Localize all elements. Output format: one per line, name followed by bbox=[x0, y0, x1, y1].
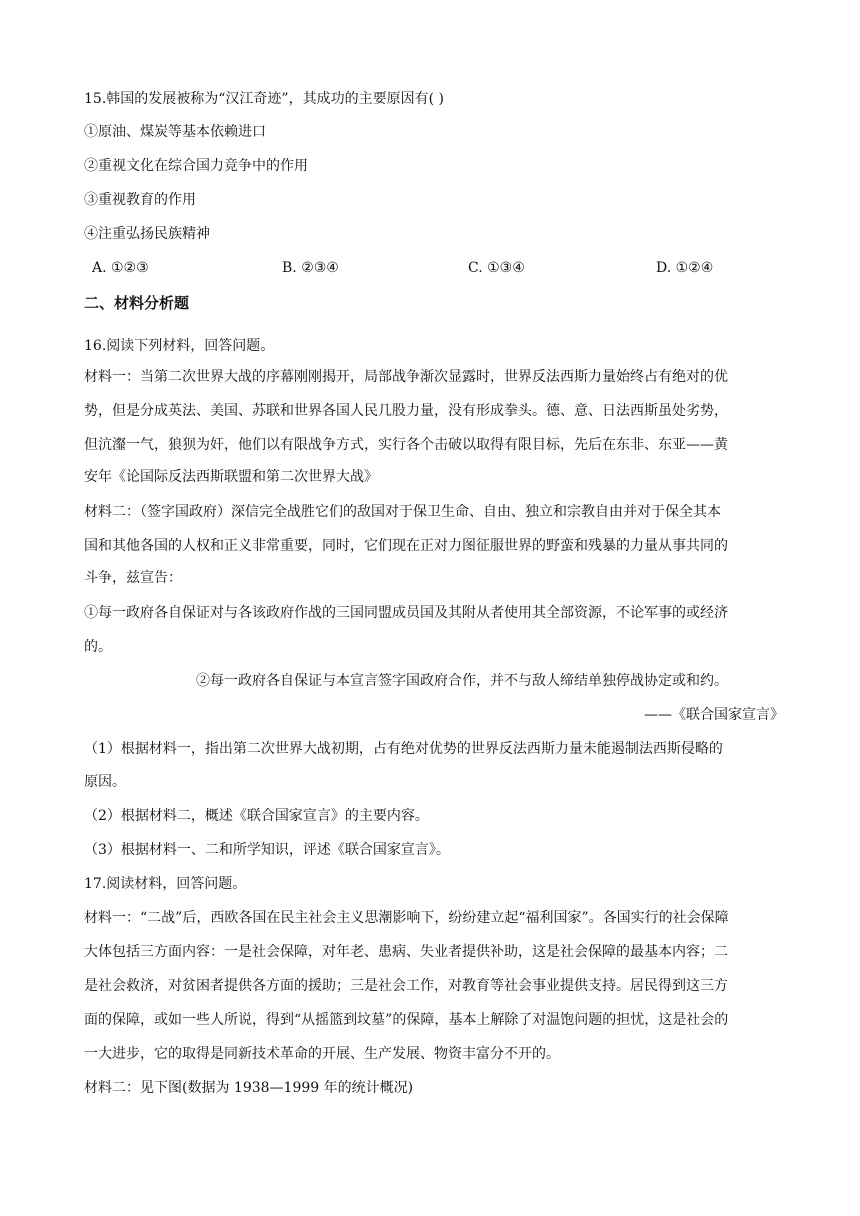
q16-material-2-line-1: 材料二：（签字国政府）深信完全战胜它们的敌国对于保卫生命、自由、独立和宗教自由并对于保全其本 bbox=[84, 504, 721, 520]
q16-subquestion-2: （2）根据材料二，概述《联合国家宣言》的主要内容。 bbox=[84, 808, 429, 824]
q16-clause-2: ②每一政府各自保证与本宣言签字国政府合作，并不与敌人缔结单独停战协定或和约。 bbox=[196, 673, 728, 689]
q16-subquestion-1-line-2: 原因。 bbox=[84, 774, 126, 790]
question-16-stem: 16.阅读下列材料，回答问题。 bbox=[84, 338, 275, 354]
q16-material-2-line-2: 国和其他各国的人权和正义非常重要，同时，它们现在正对力图征服世界的野蛮和残暴的力量从事共同的 bbox=[84, 538, 728, 554]
q16-clause-1-line-1: ①每一政府各自保证对与各该政府作战的三国同盟成员国及其附从者使用其全部资源，不论军事的或经济 bbox=[84, 605, 728, 621]
q16-material-1-line-3: 但沆瀣一气，狼狈为奸，他们以有限战争方式，实行各个击破以取得有限目标，先后在东非、东亚——黄 bbox=[84, 437, 728, 453]
question-15-stem: 15.韩国的发展被称为“汉江奇迹”，其成功的主要原因有( ) bbox=[84, 91, 444, 107]
q16-material-1-line-1: 材料一：当第二次世界大战的序幕刚刚揭开，局部战争渐次显露时，世界反法西斯力量始终占有绝对的优 bbox=[84, 369, 728, 385]
q15-option-c: C. ①③④ bbox=[468, 260, 525, 276]
q17-material-2: 材料二：见下图(数据为 1938—1999 年的统计概况) bbox=[84, 1080, 414, 1096]
q15-option-b: B. ②③④ bbox=[282, 260, 339, 276]
q17-material-1-line-4: 面的保障，或如一些人所说，得到“从摇篮到坟墓”的保障，基本上解除了对温饱问题的担忧，这是社会的 bbox=[84, 1012, 729, 1028]
q16-subquestion-3: （3）根据材料一、二和所学知识，评述《联合国家宣言》。 bbox=[84, 842, 450, 858]
q17-material-1-line-5: 一大进步，它的取得是同新技术革命的开展、生产发展、物资丰富分不开的。 bbox=[84, 1046, 560, 1062]
section-heading: 二、材料分析题 bbox=[84, 294, 190, 312]
q16-material-1-line-4: 安年《论国际反法西斯联盟和第二次世界大战》 bbox=[84, 469, 378, 485]
q17-material-1-line-3: 是社会救济，对贫困者提供各方面的援助；三是社会工作，对教育等社会事业提供支持。居民得到这三方 bbox=[84, 978, 728, 994]
q16-source: ——《联合国家宣言》 bbox=[644, 707, 784, 723]
q16-subquestion-1-line-1: （1）根据材料一，指出第二次世界大战初期，占有绝对优势的世界反法西斯力量未能遏制法西斯侵略的 bbox=[84, 741, 723, 757]
q16-material-1-line-2: 势，但是分成英法、美国、苏联和世界各国人民几股力量，没有形成拳头。德、意、日法西斯虽处劣势， bbox=[84, 403, 728, 419]
q16-material-2-line-3: 斗争，兹宣告： bbox=[84, 570, 182, 586]
q15-option-a: A. ①②③ bbox=[92, 260, 149, 276]
q15-statement-4: ④注重弘扬民族精神 bbox=[84, 226, 210, 242]
q15-option-d: D. ①②④ bbox=[656, 260, 714, 276]
q15-statement-2: ②重视文化在综合国力竞争中的作用 bbox=[84, 158, 308, 174]
q17-material-1-line-2: 大体包括三方面内容：一是社会保障，对年老、患病、失业者提供补助，这是社会保障的最基本内容；二 bbox=[84, 944, 728, 960]
q16-clause-1-line-2: 的。 bbox=[84, 639, 112, 655]
q15-statement-1: ①原油、煤炭等基本依赖进口 bbox=[84, 124, 266, 140]
question-17-stem: 17.阅读材料，回答问题。 bbox=[84, 876, 247, 892]
q15-statement-3: ③重视教育的作用 bbox=[84, 192, 196, 208]
q17-material-1-line-1: 材料一：“二战”后，西欧各国在民主社会主义思潮影响下，纷纷建立起“福利国家”。各国实行的社会保障 bbox=[84, 910, 729, 926]
